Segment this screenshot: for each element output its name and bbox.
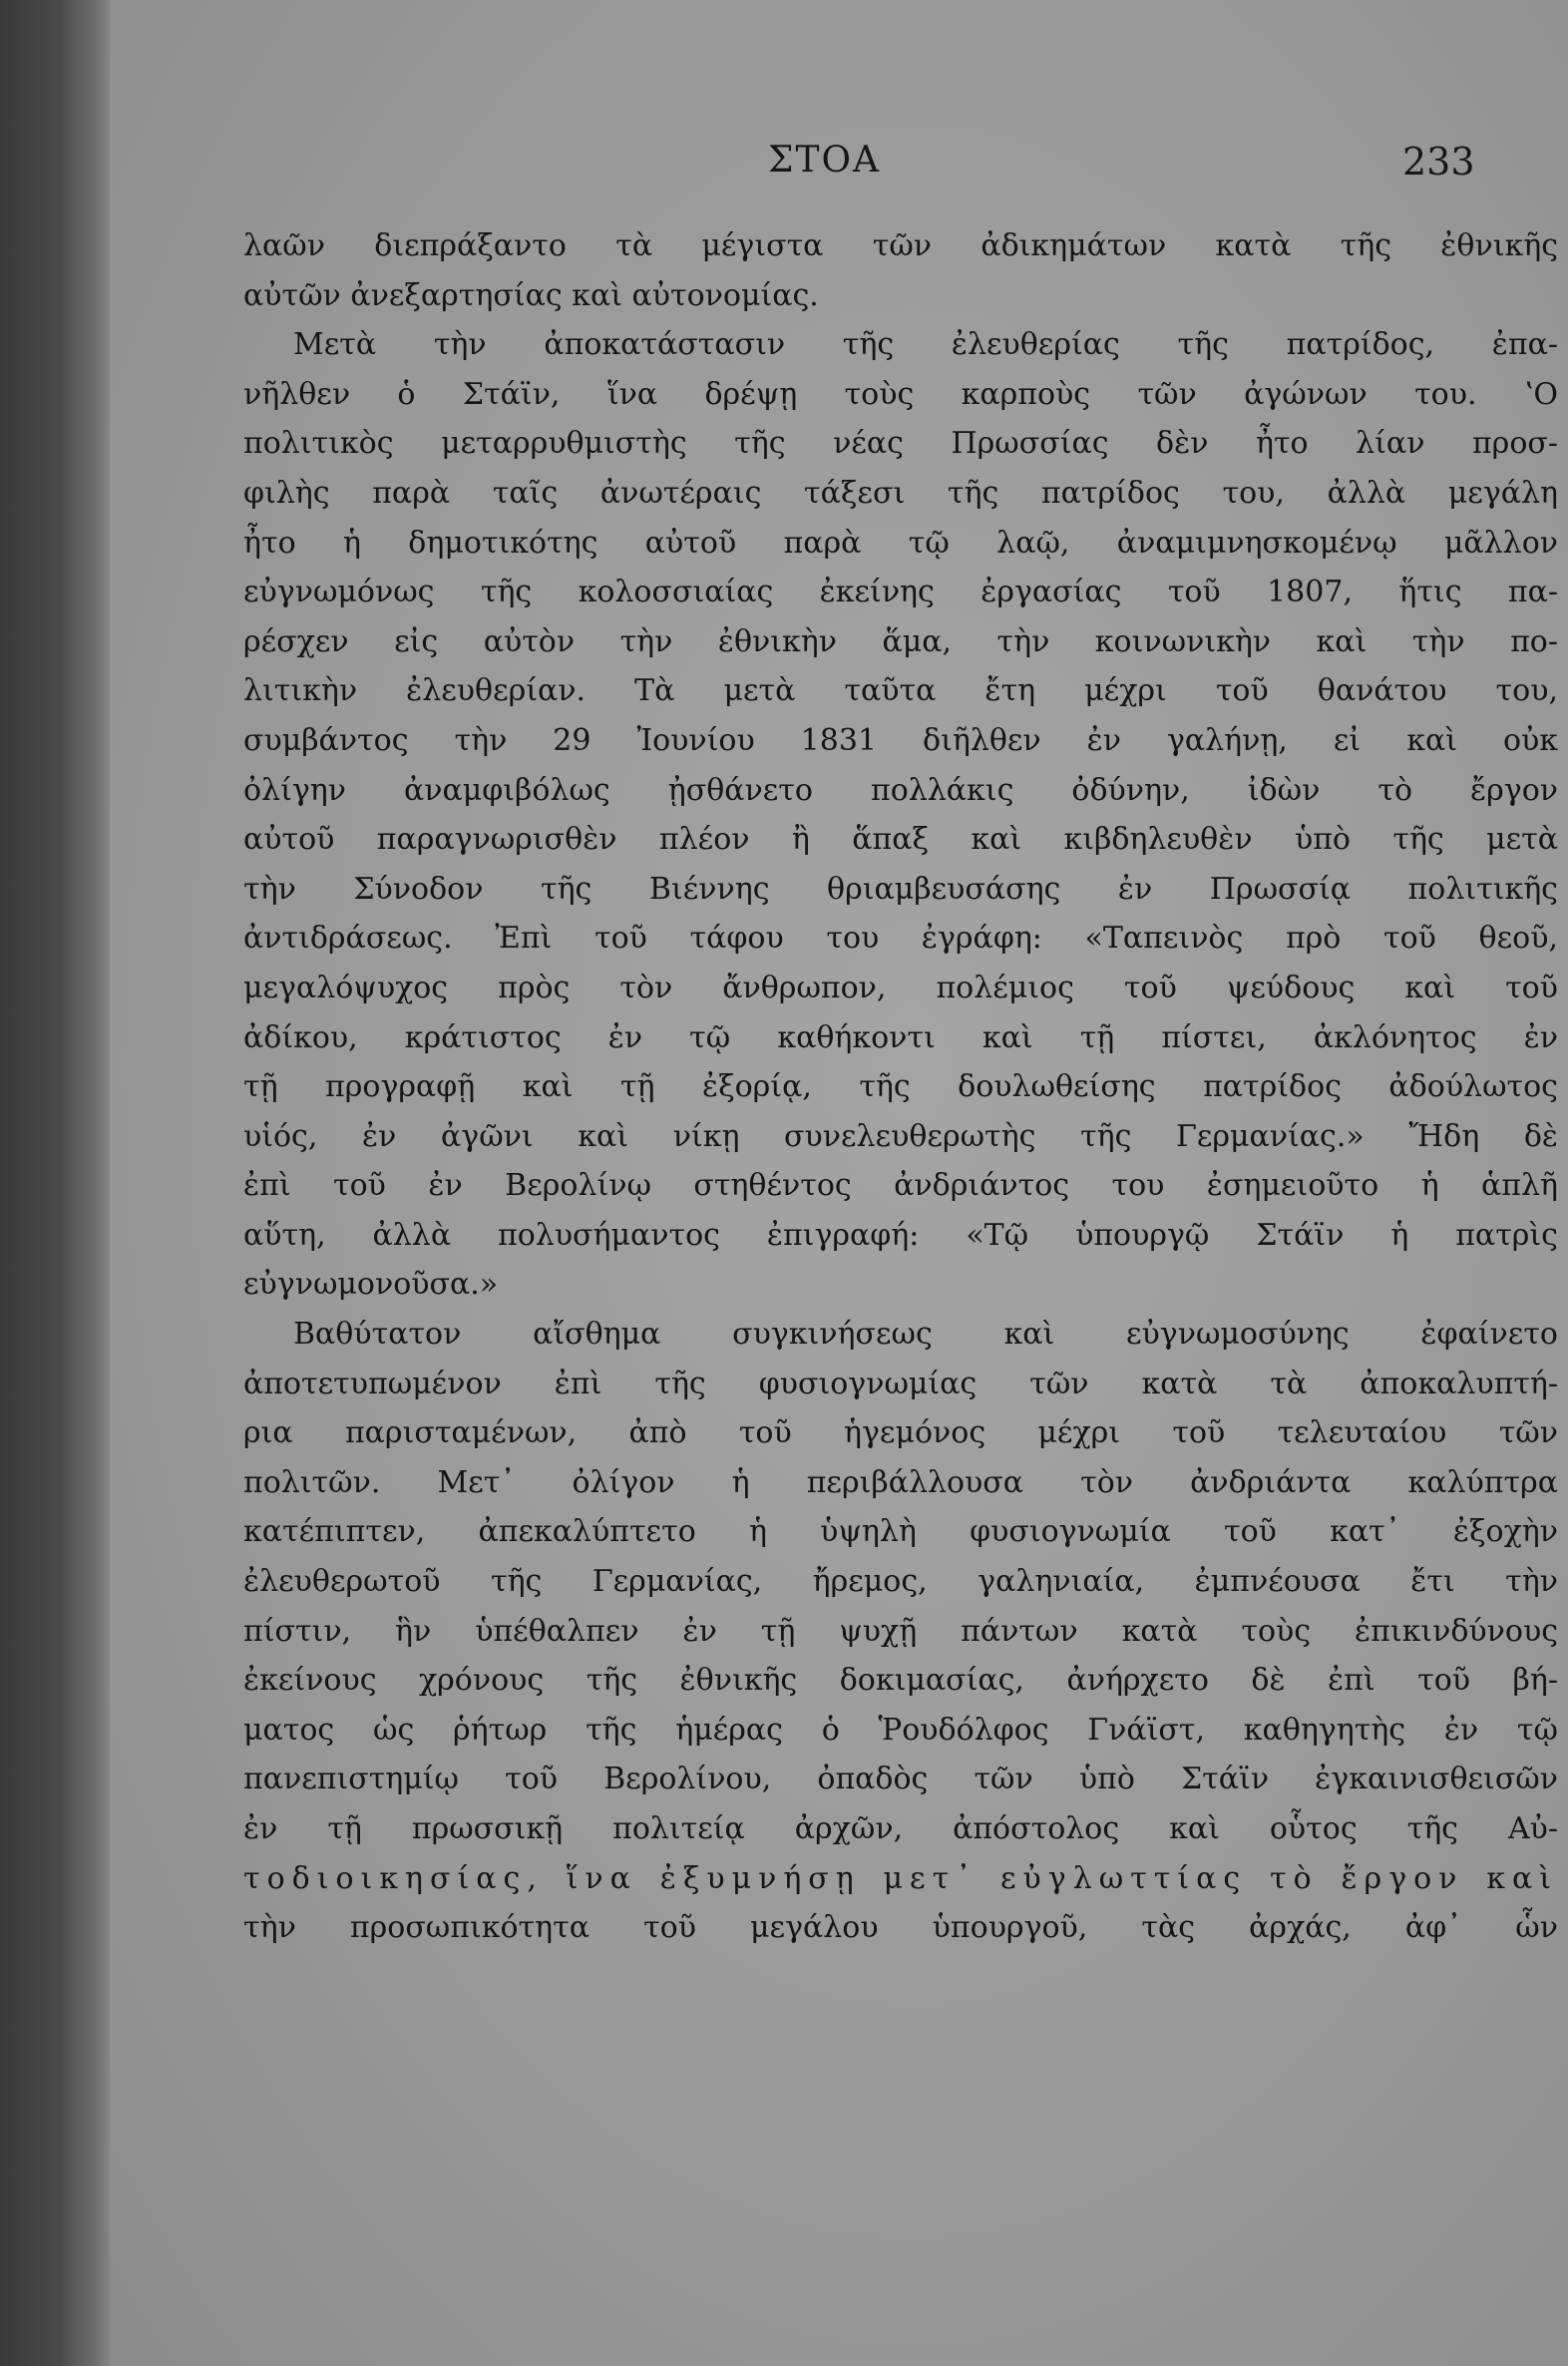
text-line: τὴν Σύνοδον τῆς Βιέννης θριαμβευσάσης ἐν Πρωσσίᾳ πολιτικῆς: [243, 871, 1558, 907]
text-line: πολιτικὸς μεταρρυθμιστὴς τῆς νέας Πρωσσίας δὲν ἦτο λίαν προσ-: [243, 426, 1558, 462]
text-line: ὀλίγην ἀναμφιβόλως ᾐσθάνετο πολλάκις ὀδύνην, ἰδὼν τὸ ἔργον: [243, 772, 1558, 808]
text-line: εὐγνωμονοῦσα.»: [243, 1267, 499, 1303]
text-line: συμβάντος τὴν 29 Ἰουνίου 1831 διῆλθεν ἐν γαλήνῃ, εἰ καὶ οὐκ: [243, 722, 1558, 758]
text-line: ἀδίκου, κράτιστος ἐν τῷ καθήκοντι καὶ τῇ πίστει, ἀκλόνητος ἐν: [243, 1019, 1558, 1055]
text-line: νῆλθεν ὁ Στάϊν, ἵνα δρέψῃ τοὺς καρποὺς τῶν ἀγώνων του. ʽΟ: [243, 376, 1558, 412]
text-line: ἐν τῇ πρωσσικῇ πολιτείᾳ ἀρχῶν, ἀπόστολος καὶ οὗτος τῆς Αὐ-: [243, 1811, 1558, 1846]
text-line: κατέπιπτεν, ἀπεκαλύπτετο ἡ ὑψηλὴ φυσιογνωμία τοῦ κατ᾽ ἐξοχὴν: [243, 1514, 1558, 1550]
text-line: ἐκείνους χρόνους τῆς ἐθνικῆς δοκιμασίας, ἀνήρχετο δὲ ἐπὶ τοῦ βή-: [243, 1663, 1558, 1699]
text-line: τὴν προσωπικότητα τοῦ μεγάλου ὑπουργοῦ, τὰς ἀρχάς, ἀφ᾽ ὧν: [243, 1910, 1558, 1946]
text-line: μεγαλόψυχος πρὸς τὸν ἄνθρωπον, πολέμιος τοῦ ψεύδους καὶ τοῦ: [243, 970, 1558, 1005]
text-line: αὐτοῦ παραγνωρισθὲν πλέον ἢ ἅπαξ καὶ κιβδηλευθὲν ὑπὸ τῆς μετὰ: [243, 822, 1558, 858]
text-line: αὐτῶν ἀνεξαρτησίας καὶ αὐτονομίας.: [243, 277, 819, 313]
page-number: 233: [1402, 140, 1475, 184]
text-line: ρέσχεν εἰς αὐτὸν τὴν ἐθνικὴν ἅμα, τὴν κοινωνικὴν καὶ τὴν πο-: [243, 623, 1558, 659]
book-page: [110, 0, 1568, 2366]
text-line: ἐλευθερωτοῦ τῆς Γερμανίας, ἤρεμος, γαληνιαία, ἐμπνέουσα ἔτι τὴν: [243, 1564, 1558, 1600]
text-line: υἱός, ἐν ἀγῶνι καὶ νίκῃ συνελευθερωτὴς τῆς Γερμανίας.» Ἤδη δὲ: [243, 1118, 1558, 1154]
running-head-title: ΣΤΟΑ: [768, 140, 881, 181]
text-line: τοδιοικησίας, ἵνα ἐξυμνήσῃ μετ᾽ εὐγλωττίας τὸ ἔργον καὶ: [243, 1860, 1558, 1896]
text-line: εὐγνωμόνως τῆς κολοσσιαίας ἐκείνης ἐργασίας τοῦ 1807, ἥτις πα-: [243, 575, 1558, 610]
text-line: ἦτο ἡ δημοτικότης αὐτοῦ παρὰ τῷ λαῷ, ἀναμιμνησκομένῳ μᾶλλον: [243, 525, 1558, 561]
text-line: ρια παρισταμένων, ἀπὸ τοῦ ἡγεμόνος μέχρι τοῦ τελευταίου τῶν: [243, 1415, 1558, 1451]
text-line: λαῶν διεπράξαντο τὰ μέγιστα τῶν ἀδικημάτων κατὰ τῆς ἐθνικῆς: [243, 228, 1558, 263]
text-line: φιλὴς παρὰ ταῖς ἀνωτέραις τάξεσι τῆς πατρίδος του, ἀλλὰ μεγάλη: [243, 475, 1558, 511]
text-line: ἀντιδράσεως. Ἐπὶ τοῦ τάφου του ἐγράφη: «Ταπεινὸς πρὸ τοῦ θεοῦ,: [243, 921, 1558, 957]
text-line: πολιτῶν. Μετ᾽ ὀλίγον ἡ περιβάλλουσα τὸν ἀνδριάντα καλύπτρα: [243, 1464, 1558, 1500]
text-line: τῇ προγραφῇ καὶ τῇ ἐξορίᾳ, τῆς δουλωθείσης πατρίδος ἀδούλωτος: [243, 1069, 1558, 1105]
text-line: πίστιν, ἣν ὑπέθαλπεν ἐν τῇ ψυχῇ πάντων κατὰ τοὺς ἐπικινδύνους: [243, 1613, 1558, 1649]
text-line: λιτικὴν ἐλευθερίαν. Τὰ μετὰ ταῦτα ἔτη μέχρι τοῦ θανάτου του,: [243, 673, 1558, 709]
text-line: ἀποτετυπωμένον ἐπὶ τῆς φυσιογνωμίας τῶν κατὰ τὰ ἀποκαλυπτή-: [243, 1366, 1558, 1401]
text-line: ἐπὶ τοῦ ἐν Βερολίνῳ στηθέντος ἀνδριάντος του ἐσημειοῦτο ἡ ἁπλῆ: [243, 1168, 1558, 1204]
text-line: Μετὰ τὴν ἀποκατάστασιν τῆς ἐλευθερίας τῆς πατρίδος, ἐπα-: [293, 327, 1558, 363]
text-line: πανεπιστημίῳ τοῦ Βερολίνου, ὀπαδὸς τῶν ὑπὸ Στάϊν ἐγκαινισθεισῶν: [243, 1762, 1558, 1797]
text-line: ματος ὡς ῥήτωρ τῆς ἡμέρας ὁ Ῥουδόλφος Γνάϊστ, καθηγητὴς ἐν τῷ: [243, 1712, 1558, 1748]
running-head: [110, 140, 1568, 188]
text-line: αὕτη, ἀλλὰ πολυσήμαντος ἐπιγραφή: «Τῷ ὑπουργῷ Στάϊν ἡ πατρὶς: [243, 1217, 1558, 1253]
body-text: [243, 221, 1558, 1953]
text-line: Βαθύτατον αἴσθημα συγκινήσεως καὶ εὐγνωμοσύνης ἐφαίνετο: [293, 1317, 1558, 1353]
book-gutter-shadow: [0, 0, 110, 2366]
